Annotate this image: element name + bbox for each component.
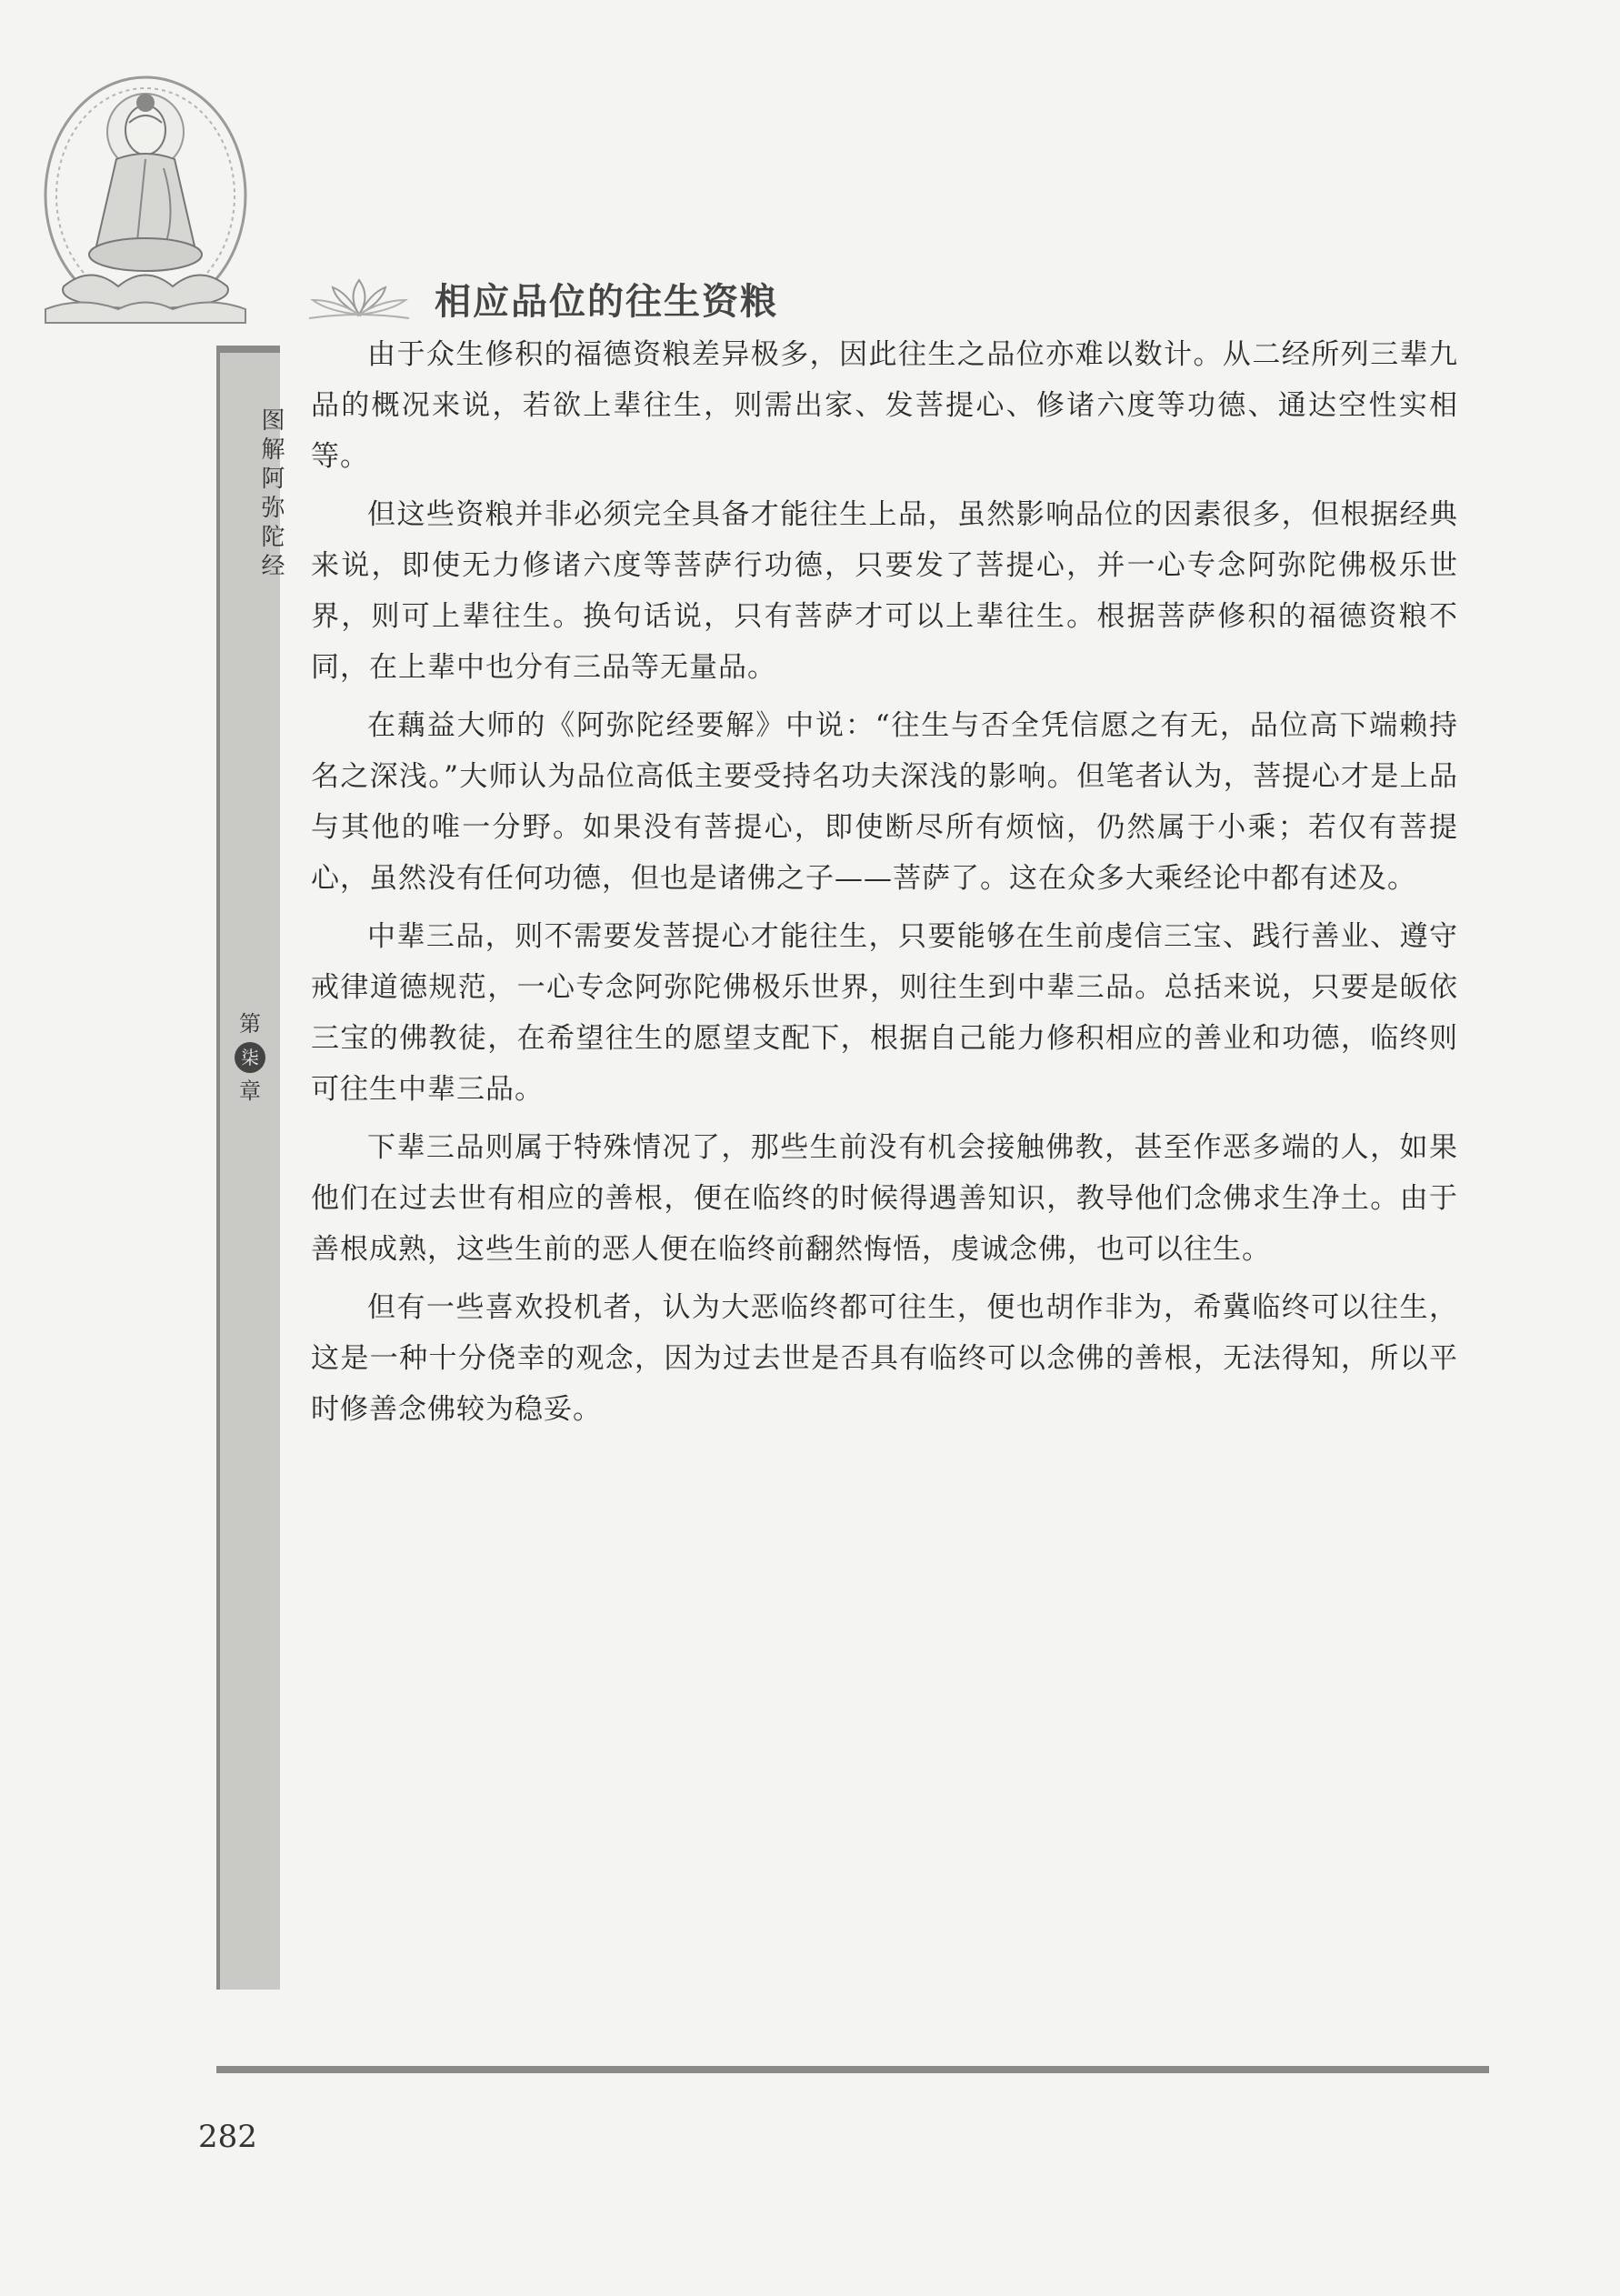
chapter-prefix: 第: [239, 1011, 261, 1037]
body-text: [311, 329, 1458, 1442]
paragraph: 中辈三品，则不需要发菩提心才能往生，只要能够在生前虔信三宝、践行善业、遵守戒律道德规范，一心专念阿弥陀佛极乐世界，则往生到中辈三品。总括来说，只要是皈依三宝的佛教徒，在希望往生的愿望支配下，根据自己能力修积相应的善业和功德，临终则可往生中辈三品。: [311, 920, 1458, 1106]
section-heading: 相应品位的往生资粮: [435, 280, 778, 323]
bottom-rule: [216, 2066, 1489, 2073]
lotus-icon: [300, 275, 418, 322]
section-heading-row: [300, 271, 778, 326]
paragraph: 但有一些喜欢投机者，认为大恶临终都可往生，便也胡作非为，希冀临终可以往生，这是一种十分侥幸的观念，因为过去世是否具有临终可以念佛的善根，无法得知，所以平时修善念佛较为稳妥。: [311, 1291, 1458, 1426]
paragraph: 在藕益大师的《阿弥陀经要解》中说：“往生与否全凭信愿之有无，品位高下端赖持名之深浅。”大师认为品位高低主要受持名功夫深浅的影响。但笔者认为，菩提心才是上品与其他的唯一分野。如果没有菩提心，即使断尽所有烦恼，仍然属于小乘；若仅有菩提心，虽然没有任何功德，但也是诸佛之子——菩萨了。这在众多大乘经论中都有述及。: [311, 709, 1458, 895]
book-title: 图解阿弥陀经: [257, 407, 285, 582]
chapter-sidebar: [216, 346, 285, 1990]
paragraph: 由于众生修积的福德资粮差异极多，因此往生之品位亦难以数计。从二经所列三辈九品的概况来说，若欲上辈往生，则需出家、发菩提心、修诸六度等功德、通达空性实相等。: [311, 338, 1458, 473]
page-number: 282: [198, 2119, 257, 2155]
chapter-suffix: 章: [239, 1078, 261, 1104]
paragraph: 但这些资粮并非必须完全具备才能往生上品，虽然影响品位的因素很多，但根据经典来说，即使无力修诸六度等菩萨行功德，只要发了菩提心，并一心专念阿弥陀佛极乐世界，则可上辈往生。换句话说，只有菩萨才可以上辈往生。根据菩萨修积的福德资粮不同，在上辈中也分有三品等无量品。: [311, 498, 1458, 684]
chapter-number-badge: 柒: [235, 1042, 265, 1073]
chapter-marker: [220, 1008, 280, 1108]
paragraph: 下辈三品则属于特殊情况了，那些生前没有机会接触佛教，甚至作恶多端的人，如果他们在过去世有相应的善根，便在临终的时候得遇善知识，教导他们念佛求生净土。由于善根成熟，这些生前的恶人便在临终前翻然悔悟，虔诚念佛，也可以往生。: [311, 1131, 1458, 1266]
buddha-illustration-icon: [27, 68, 264, 332]
